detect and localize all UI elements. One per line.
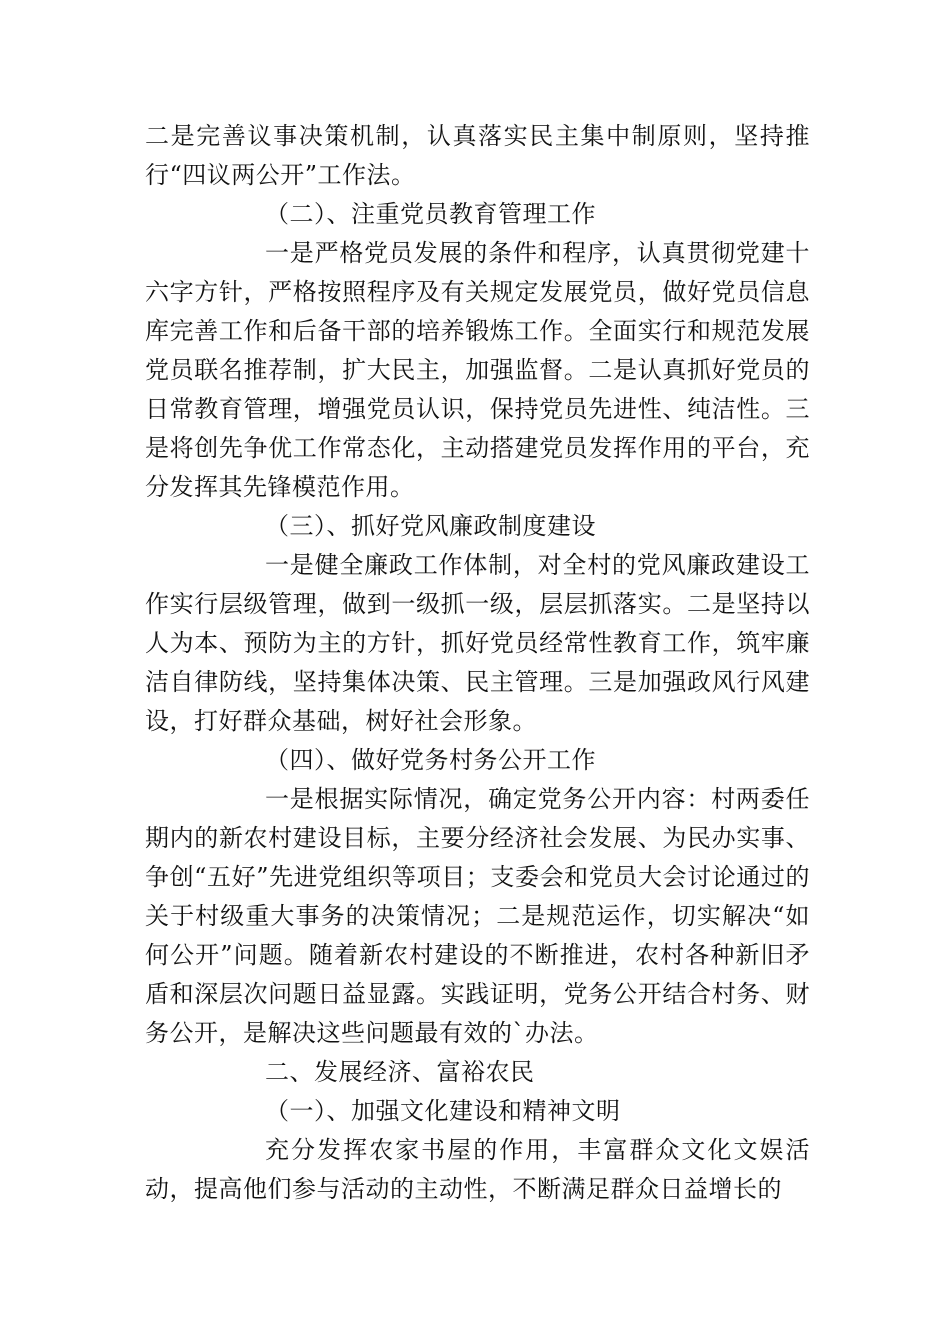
document-body <box>145 117 810 1209</box>
paragraph-cultural-construction: 充分发挥农家书屋的作用，丰富群众文化文娱活动，提高他们参与活动的主动性，不断满足群众日益增长的 <box>145 1136 810 1203</box>
heading-cultural-construction: （一）、加强文化建设和精神文明 <box>265 1097 621 1125</box>
paragraph-deliberation-mechanism: 二是完善议事决策机制，认真落实民主集中制原则，坚持推行“四议两公开”工作法。 <box>145 122 810 189</box>
paragraph-party-member-education: 一是严格党员发展的条件和程序，认真贯彻党建十六字方针，严格按照程序及有关规定发展党员，做好党员信息库完善工作和后备干部的培养锻炼工作。全面实行和规范发展党员联名推荐制，扩大民主，加强监督。二是认真抓好党员的日常教育管理，增强党员认识，保持党员先进性、纯洁性。三是将创先争优工作常态化，主动搭建党员发挥作用的平台，充分发挥其先锋模范作用。 <box>145 239 810 501</box>
heading-affairs-disclosure: （四）、做好党务村务公开工作 <box>265 746 596 774</box>
heading-party-member-education: （二）、注重党员教育管理工作 <box>265 200 596 228</box>
section-heading-economic-development: 二、发展经济、富裕农民 <box>265 1058 535 1086</box>
heading-clean-governance: （三）、抓好党风廉政制度建设 <box>265 512 596 540</box>
paragraph-affairs-disclosure: 一是根据实际情况，确定党务公开内容：村两委任期内的新农村建设目标，主要分经济社会发展、为民办实事、争创“五好”先进党组织等项目；支委会和党员大会讨论通过的关于村级重大事务的决策情况；二是规范运作，切实解决“如何公开”问题。随着新农村建设的不断推进，农村各种新旧矛盾和深层次问题日益显露。实践证明，党务公开结合村务、财务公开，是解决这些问题最有效的`办法。 <box>145 785 810 1047</box>
paragraph-clean-governance: 一是健全廉政工作体制，对全村的党风廉政建设工作实行层级管理，做到一级抓一级，层层抓落实。二是坚持以人为本、预防为主的方针，抓好党员经常性教育工作，筑牢廉洁自律防线，坚持集体决策、民主管理。三是加强政风行风建设，打好群众基础，树好社会形象。 <box>145 551 810 735</box>
